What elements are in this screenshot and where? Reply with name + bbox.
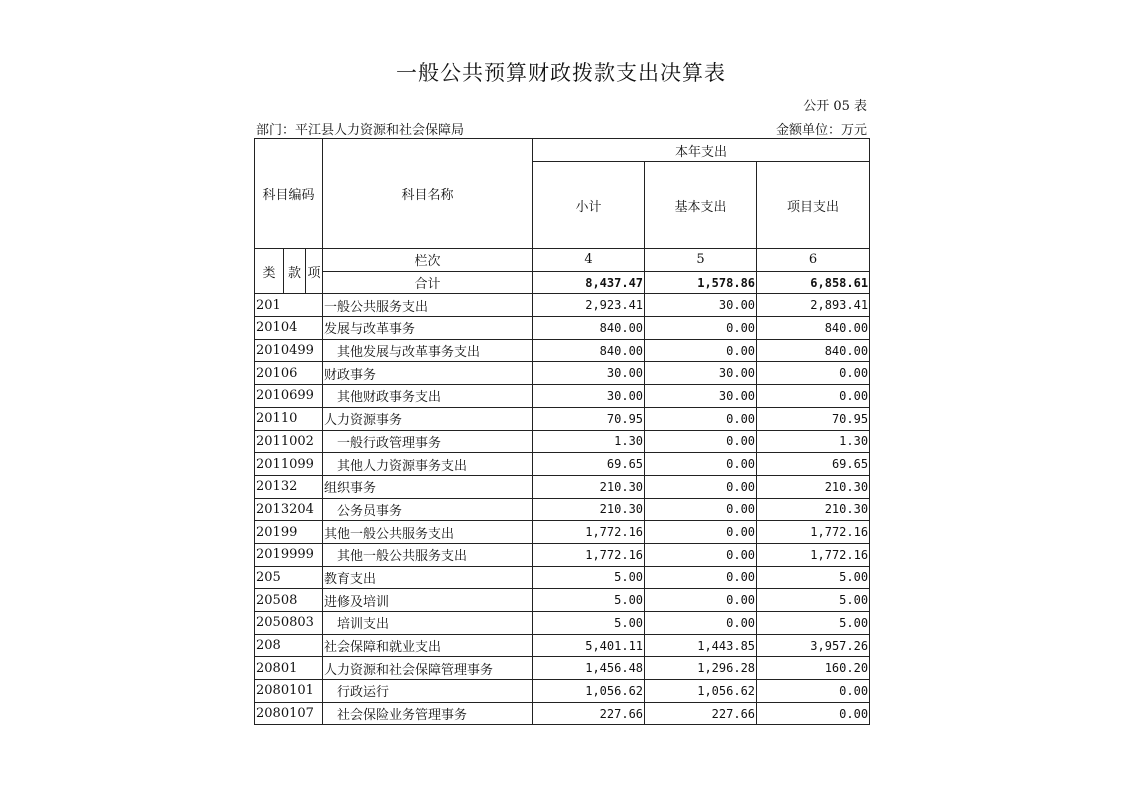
- project-amount: 840.00: [757, 339, 870, 362]
- subject-name: 公务员事务: [323, 498, 533, 521]
- table-row: [255, 317, 870, 340]
- subject-name: 一般行政管理事务: [323, 430, 533, 453]
- table-row: [255, 430, 870, 453]
- lei-header: 类: [255, 249, 284, 294]
- subtotal-amount: 1,056.62: [533, 680, 645, 703]
- table-row: [255, 475, 870, 498]
- form-number: 公开 05 表: [803, 99, 867, 114]
- subject-code: 2010699: [255, 385, 323, 408]
- table-row: [255, 543, 870, 566]
- subject-name: 财政事务: [323, 362, 533, 385]
- project-amount: 1,772.16: [757, 521, 870, 544]
- subject-code: 20104: [255, 317, 323, 340]
- kuan-header: 款: [284, 249, 306, 294]
- subject-name: 组织事务: [323, 475, 533, 498]
- basic-amount: 0.00: [645, 317, 757, 340]
- group-header: 本年支出: [533, 139, 870, 162]
- subject-code: 2019999: [255, 543, 323, 566]
- basic-amount: 30.00: [645, 362, 757, 385]
- subtotal-amount: 1,772.16: [533, 543, 645, 566]
- project-amount: 160.20: [757, 657, 870, 680]
- project-amount: 0.00: [757, 385, 870, 408]
- project-amount: 0.00: [757, 362, 870, 385]
- basic-amount: 0.00: [645, 589, 757, 612]
- subject-name: 其他财政事务支出: [323, 385, 533, 408]
- table-row: [255, 702, 870, 725]
- name-header: 科目名称: [323, 139, 533, 249]
- project-amount: 70.95: [757, 407, 870, 430]
- subtotal-amount: 840.00: [533, 339, 645, 362]
- subtotal-amount: 69.65: [533, 453, 645, 476]
- subject-name: 其他人力资源事务支出: [323, 453, 533, 476]
- subtotal-amount: 5.00: [533, 566, 645, 589]
- basic-amount: 1,296.28: [645, 657, 757, 680]
- basic-amount: 0.00: [645, 612, 757, 635]
- subject-code: 20132: [255, 475, 323, 498]
- subject-code: 20801: [255, 657, 323, 680]
- subject-code: 2011002: [255, 430, 323, 453]
- project-header: 项目支出: [757, 162, 870, 249]
- subject-code: 2080101: [255, 680, 323, 703]
- basic-amount: 0.00: [645, 543, 757, 566]
- project-amount: 5.00: [757, 589, 870, 612]
- table-row: [255, 657, 870, 680]
- project-amount: 210.30: [757, 498, 870, 521]
- total-subtotal: 8,437.47: [533, 271, 645, 294]
- subtotal-amount: 840.00: [533, 317, 645, 340]
- total-label: 合计: [323, 271, 533, 294]
- subtotal-amount: 30.00: [533, 362, 645, 385]
- basic-amount: 0.00: [645, 566, 757, 589]
- subject-name: 社会保障和就业支出: [323, 634, 533, 657]
- basic-amount: 1,056.62: [645, 680, 757, 703]
- basic-amount: 0.00: [645, 407, 757, 430]
- project-amount: 5.00: [757, 612, 870, 635]
- subtotal-amount: 1.30: [533, 430, 645, 453]
- subject-name: 教育支出: [323, 566, 533, 589]
- subject-name: 人力资源和社会保障管理事务: [323, 657, 533, 680]
- basic-amount: 0.00: [645, 453, 757, 476]
- page-title: 一般公共预算财政拨款支出决算表: [396, 61, 726, 85]
- subject-code: 20508: [255, 589, 323, 612]
- basic-amount: 0.00: [645, 430, 757, 453]
- subject-name: 培训支出: [323, 612, 533, 635]
- subject-name: 其他发展与改革事务支出: [323, 339, 533, 362]
- table-row: [255, 634, 870, 657]
- project-amount: 0.00: [757, 680, 870, 703]
- expenditure-table: [254, 138, 870, 725]
- subject-code: 205: [255, 566, 323, 589]
- subtotal-amount: 5,401.11: [533, 634, 645, 657]
- basic-amount: 30.00: [645, 385, 757, 408]
- basic-amount: 0.00: [645, 498, 757, 521]
- total-row: [255, 271, 870, 294]
- basic-amount: 227.66: [645, 702, 757, 725]
- table-row: [255, 498, 870, 521]
- subject-code: 201: [255, 294, 323, 317]
- subtotal-amount: 5.00: [533, 612, 645, 635]
- project-amount: 2,893.41: [757, 294, 870, 317]
- subject-code: 2010499: [255, 339, 323, 362]
- basic-header: 基本支出: [645, 162, 757, 249]
- subtotal-amount: 210.30: [533, 475, 645, 498]
- subtotal-amount: 210.30: [533, 498, 645, 521]
- subject-code: 2011099: [255, 453, 323, 476]
- col-no-subtotal: 4: [533, 249, 645, 272]
- table-row: [255, 339, 870, 362]
- basic-amount: 0.00: [645, 475, 757, 498]
- basic-amount: 1,443.85: [645, 634, 757, 657]
- subject-name: 其他一般公共服务支出: [323, 521, 533, 544]
- subtotal-amount: 30.00: [533, 385, 645, 408]
- subtotal-amount: 2,923.41: [533, 294, 645, 317]
- total-project: 6,858.61: [757, 271, 870, 294]
- basic-amount: 0.00: [645, 521, 757, 544]
- subject-code: 2013204: [255, 498, 323, 521]
- basic-amount: 30.00: [645, 294, 757, 317]
- code-header: 科目编码: [255, 139, 323, 249]
- subject-code: 20106: [255, 362, 323, 385]
- subtotal-amount: 70.95: [533, 407, 645, 430]
- project-amount: 1.30: [757, 430, 870, 453]
- project-amount: 210.30: [757, 475, 870, 498]
- subject-name: 行政运行: [323, 680, 533, 703]
- header-row-1: [255, 139, 870, 162]
- subject-name: 进修及培训: [323, 589, 533, 612]
- project-amount: 3,957.26: [757, 634, 870, 657]
- subtotal-header: 小计: [533, 162, 645, 249]
- subject-name: 一般公共服务支出: [323, 294, 533, 317]
- table-row: [255, 453, 870, 476]
- unit-label: 金额单位：万元: [775, 123, 867, 138]
- subject-name: 人力资源事务: [323, 407, 533, 430]
- subject-code: 2080107: [255, 702, 323, 725]
- project-amount: 840.00: [757, 317, 870, 340]
- total-basic: 1,578.86: [645, 271, 757, 294]
- table-row: [255, 566, 870, 589]
- project-amount: 5.00: [757, 566, 870, 589]
- subject-code: 20199: [255, 521, 323, 544]
- table-row: [255, 589, 870, 612]
- col-no-project: 6: [757, 249, 870, 272]
- subtotal-amount: 1,772.16: [533, 521, 645, 544]
- basic-amount: 0.00: [645, 339, 757, 362]
- subject-code: 20110: [255, 407, 323, 430]
- project-amount: 0.00: [757, 702, 870, 725]
- table-row: [255, 294, 870, 317]
- project-amount: 1,772.16: [757, 543, 870, 566]
- table-row: [255, 407, 870, 430]
- subtotal-amount: 227.66: [533, 702, 645, 725]
- subtotal-amount: 1,456.48: [533, 657, 645, 680]
- table-row: [255, 385, 870, 408]
- col-no-basic: 5: [645, 249, 757, 272]
- table-row: [255, 521, 870, 544]
- subject-code: 2050803: [255, 612, 323, 635]
- table-row: [255, 680, 870, 703]
- subject-name: 发展与改革事务: [323, 317, 533, 340]
- column-number-row: [255, 249, 870, 272]
- subject-code: 208: [255, 634, 323, 657]
- subject-name: 其他一般公共服务支出: [323, 543, 533, 566]
- department-label: 部门：平江县人力资源和社会保障局: [256, 123, 465, 138]
- subtotal-amount: 5.00: [533, 589, 645, 612]
- table-row: [255, 612, 870, 635]
- xiang-header: 项: [306, 249, 323, 294]
- lanci-label: 栏次: [323, 249, 533, 272]
- subject-name: 社会保险业务管理事务: [323, 702, 533, 725]
- table-row: [255, 362, 870, 385]
- project-amount: 69.65: [757, 453, 870, 476]
